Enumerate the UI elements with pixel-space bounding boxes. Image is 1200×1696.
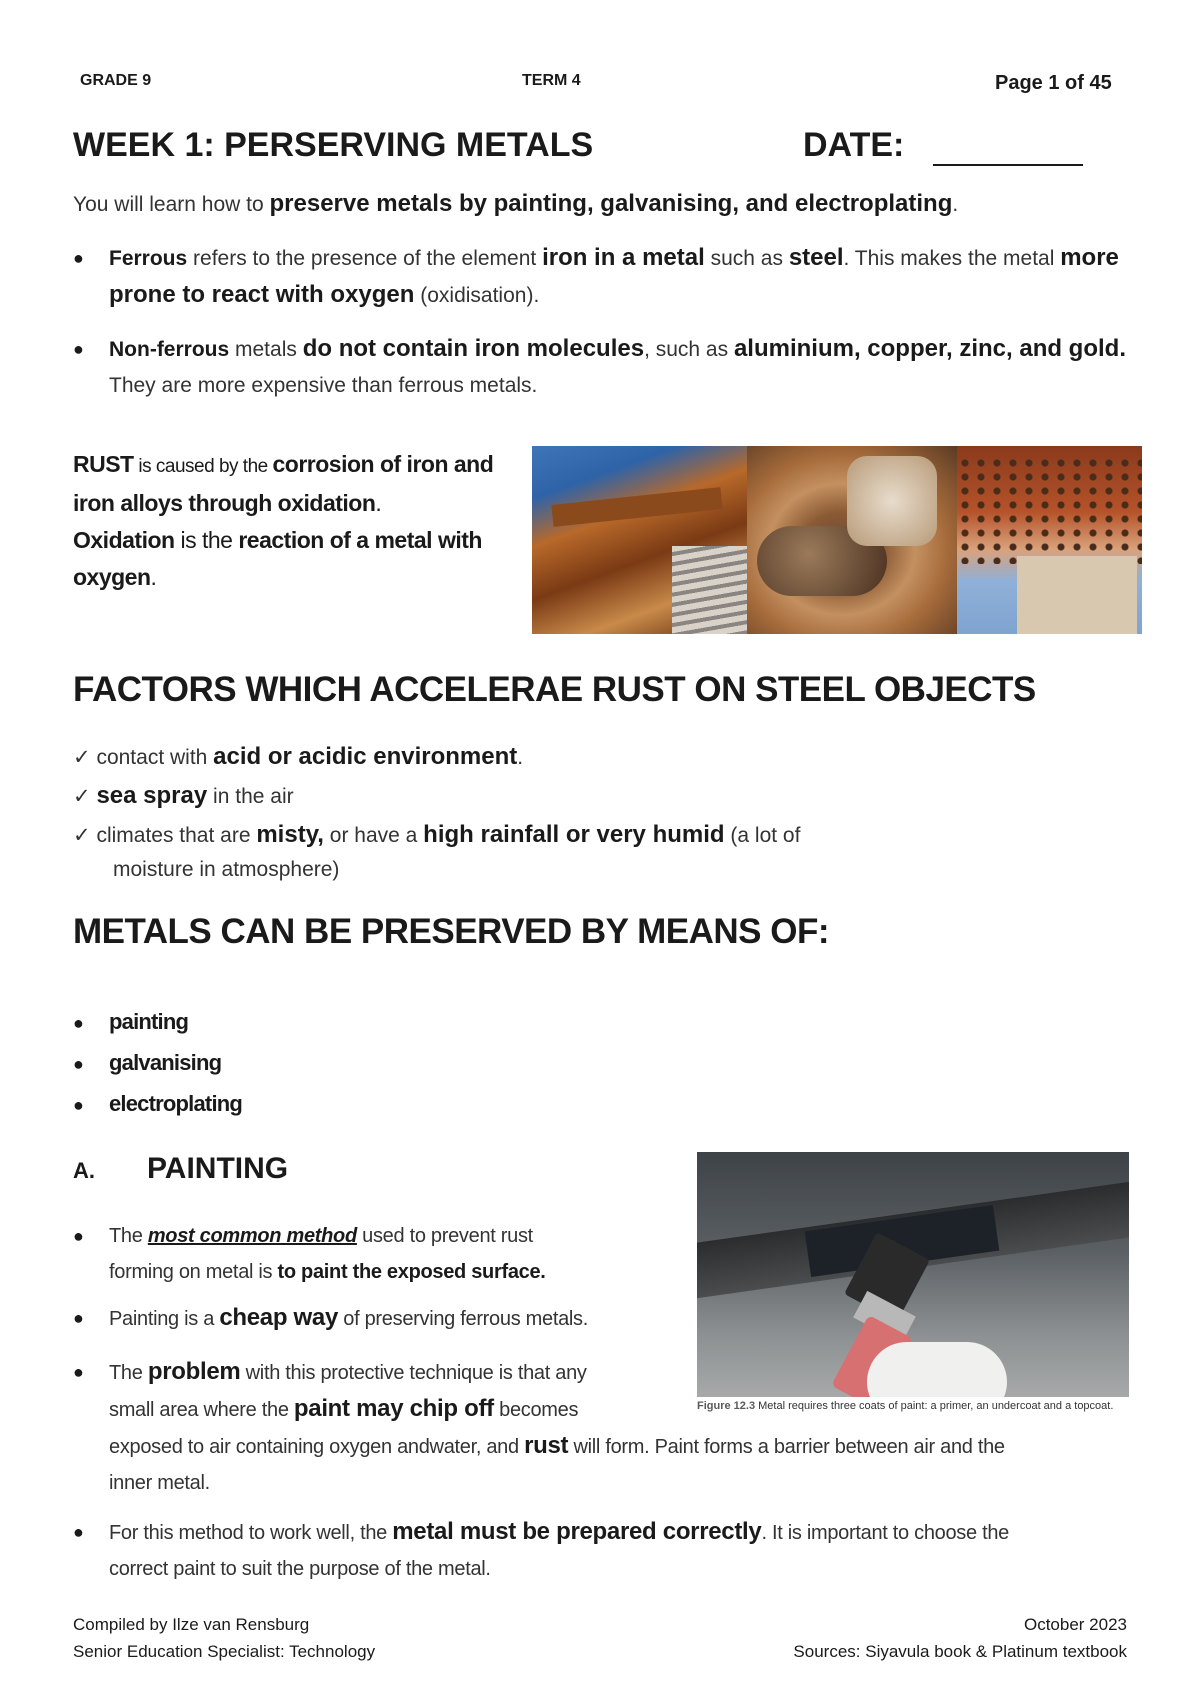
rusted-beams-photo [532,446,747,634]
rust-t1: is caused by the [133,456,273,477]
ferrous-b2: steel [788,244,844,271]
nonferrous-term: Non-ferrous [109,338,230,361]
method-galvanising: galvanising [109,1050,222,1075]
p1-underlined: most common method [147,1225,357,1247]
author-role: Senior Education Specialist: Technology [73,1642,376,1661]
p2-pre: Painting is a [109,1308,220,1330]
bullet-dot: ● [73,248,84,268]
p3-post: becomes [493,1399,579,1421]
p3-line2: small area where the [109,1399,294,1421]
p4-bold: metal must be prepared correctly [392,1518,762,1545]
figure-caption [697,1400,1113,1412]
footer-date: October 2023 [1023,1615,1127,1634]
p3-mid: with this protective technique is that any [240,1362,587,1384]
ferrous-t1: refers to the presence of the element [187,247,543,270]
intro-pre: You will learn how to [73,193,270,216]
factors-list [73,738,973,885]
rust-t2: . [375,490,382,516]
factor3-continuation: moisture in atmosphere) [113,858,340,881]
factor3-mid: or have a [323,824,424,847]
p1-mid: used to prevent rust [356,1225,533,1247]
factors-heading: FACTORS WHICH ACCELERAE RUST ON STEEL OBJECTS [73,670,1036,709]
p1-pre: The [109,1225,148,1247]
factor-item [73,816,973,855]
ferrous-bullet [73,240,1153,314]
painting-bullet-1-text [109,1218,693,1290]
oxidation-word: Oxidation [73,527,175,553]
factor3-b1: misty, [256,821,324,848]
nonferrous-bullet [73,331,1153,404]
method-electroplating: electroplating [109,1091,243,1116]
painting-heading [73,1152,288,1186]
list-item [73,1043,242,1084]
p4-post: . It is important to choose the [761,1522,1009,1544]
rust-b3: reaction of a metal with oxygen [73,527,482,590]
grade-label: GRADE 9 [80,72,152,89]
painting-bullet-4-text [109,1514,1153,1587]
factor3-post: (a lot of [724,824,801,847]
p3-line3-pre: exposed to air containing oxygen andwater, and [109,1436,525,1458]
intro-post: . [952,193,959,216]
p3-line3-post: will form. Paint forms a barrier between air and the [568,1436,1005,1458]
factor1-pre: contact with [90,746,214,769]
nonferrous-text [109,331,1153,404]
p1-bold: to paint the exposed surface. [277,1261,546,1283]
painting-bullet-4 [73,1514,1153,1587]
compiled-by: Compiled by Ilze van Rensburg [73,1615,310,1634]
rust-t3: is the [174,527,239,553]
rust-t4: . [150,564,157,590]
p2-bold: cheap way [219,1304,339,1331]
section-letter: A. [73,1158,95,1183]
nonferrous-t3: They are more expensive than ferrous metals. [109,374,538,397]
bullet-dot: ● [73,1054,84,1074]
p3-b1: problem [147,1358,241,1385]
nonferrous-b1: do not contain iron molecules [302,335,645,362]
nonferrous-t2: , such as [644,338,734,361]
painting-bullet-2 [73,1300,693,1337]
check-icon: ✓ [73,785,91,808]
rusted-bolt-photo [747,446,957,634]
page-number: Page 1 of 45 [995,72,1112,94]
page-title: WEEK 1: PERSERVING METALS [73,126,594,164]
factor-item [73,738,973,777]
ferrous-b3: more prone to react with oxygen [109,244,1119,308]
ferrous-t2: such as [704,247,789,270]
rust-word: RUST [73,451,134,477]
p3-pre: The [109,1362,148,1384]
footer-sources: Sources: Siyavula book & Platinum textbook [793,1642,1127,1661]
rusted-metal-photo [532,446,1142,634]
list-item [73,1084,242,1125]
p2-post: of preserving ferrous metals. [338,1308,589,1330]
factor2-post: in the air [207,785,294,808]
figure-number: Figure 12.3 [697,1400,756,1412]
ferrous-text [109,240,1153,314]
p4-line2: correct paint to suit the purpose of the metal. [109,1558,491,1580]
rust-definition [73,446,513,596]
footer-left [73,1611,375,1665]
preserve-heading: METALS CAN BE PRESERVED BY MEANS OF: [73,912,829,951]
bullet-dot: ● [73,1308,84,1328]
factor3-pre: climates that are [90,824,257,847]
date-blank-line [933,164,1083,166]
bullet-dot: ● [73,1013,84,1033]
title-row [73,126,1123,170]
bullet-dot: ● [73,1095,84,1115]
p1-line2: forming on metal is [109,1261,278,1283]
bullet-dot: ● [73,1226,84,1246]
rusted-rivets-photo [957,446,1142,634]
term-label: TERM 4 [522,72,581,89]
nonferrous-b2: aluminium, copper, zinc, and gold. [733,335,1126,362]
bullet-dot: ● [73,339,84,359]
ferrous-term: Ferrous [109,247,188,270]
p3-b3: rust [524,1432,569,1459]
factor3-b2: high rainfall or very humid [423,821,725,848]
p3-line4: inner metal. [109,1472,210,1494]
p4-pre: For this method to work well, the [109,1522,393,1544]
painting-bullet-2-text [109,1300,693,1337]
painting-bullet-1 [73,1218,693,1290]
preserve-methods-list [73,1002,242,1125]
ferrous-t3: . This makes the metal [843,247,1061,270]
intro-sentence [73,190,958,218]
method-painting: painting [109,1009,189,1034]
intro-bold: preserve metals by painting, galvanising, and electroplating [269,190,953,217]
ferrous-t4: (oxidisation). [414,284,540,307]
bullet-dot: ● [73,1362,84,1382]
factor2-bold: sea spray [96,782,208,809]
bullet-dot: ● [73,1522,84,1542]
nonferrous-t1: metals [229,338,303,361]
factor-item [73,777,973,816]
date-label: DATE: [803,126,905,164]
footer-right [793,1611,1127,1665]
gloved-hand [867,1342,1007,1397]
check-icon: ✓ [73,746,91,769]
ferrous-b1: iron in a metal [542,244,705,271]
painting-metal-photo [697,1152,1129,1397]
rust-b1: corrosion of iron and iron alloys through oxidation [73,451,494,516]
painting-title: PAINTING [147,1152,289,1185]
factor1-bold: acid or acidic environment [213,743,518,770]
p3-b2: paint may chip off [293,1395,494,1422]
check-icon: ✓ [73,824,91,847]
factor1-post: . [517,746,524,769]
list-item [73,1002,242,1043]
caption-text: Metal requires three coats of paint: a primer, an undercoat and a topcoat. [755,1400,1114,1412]
